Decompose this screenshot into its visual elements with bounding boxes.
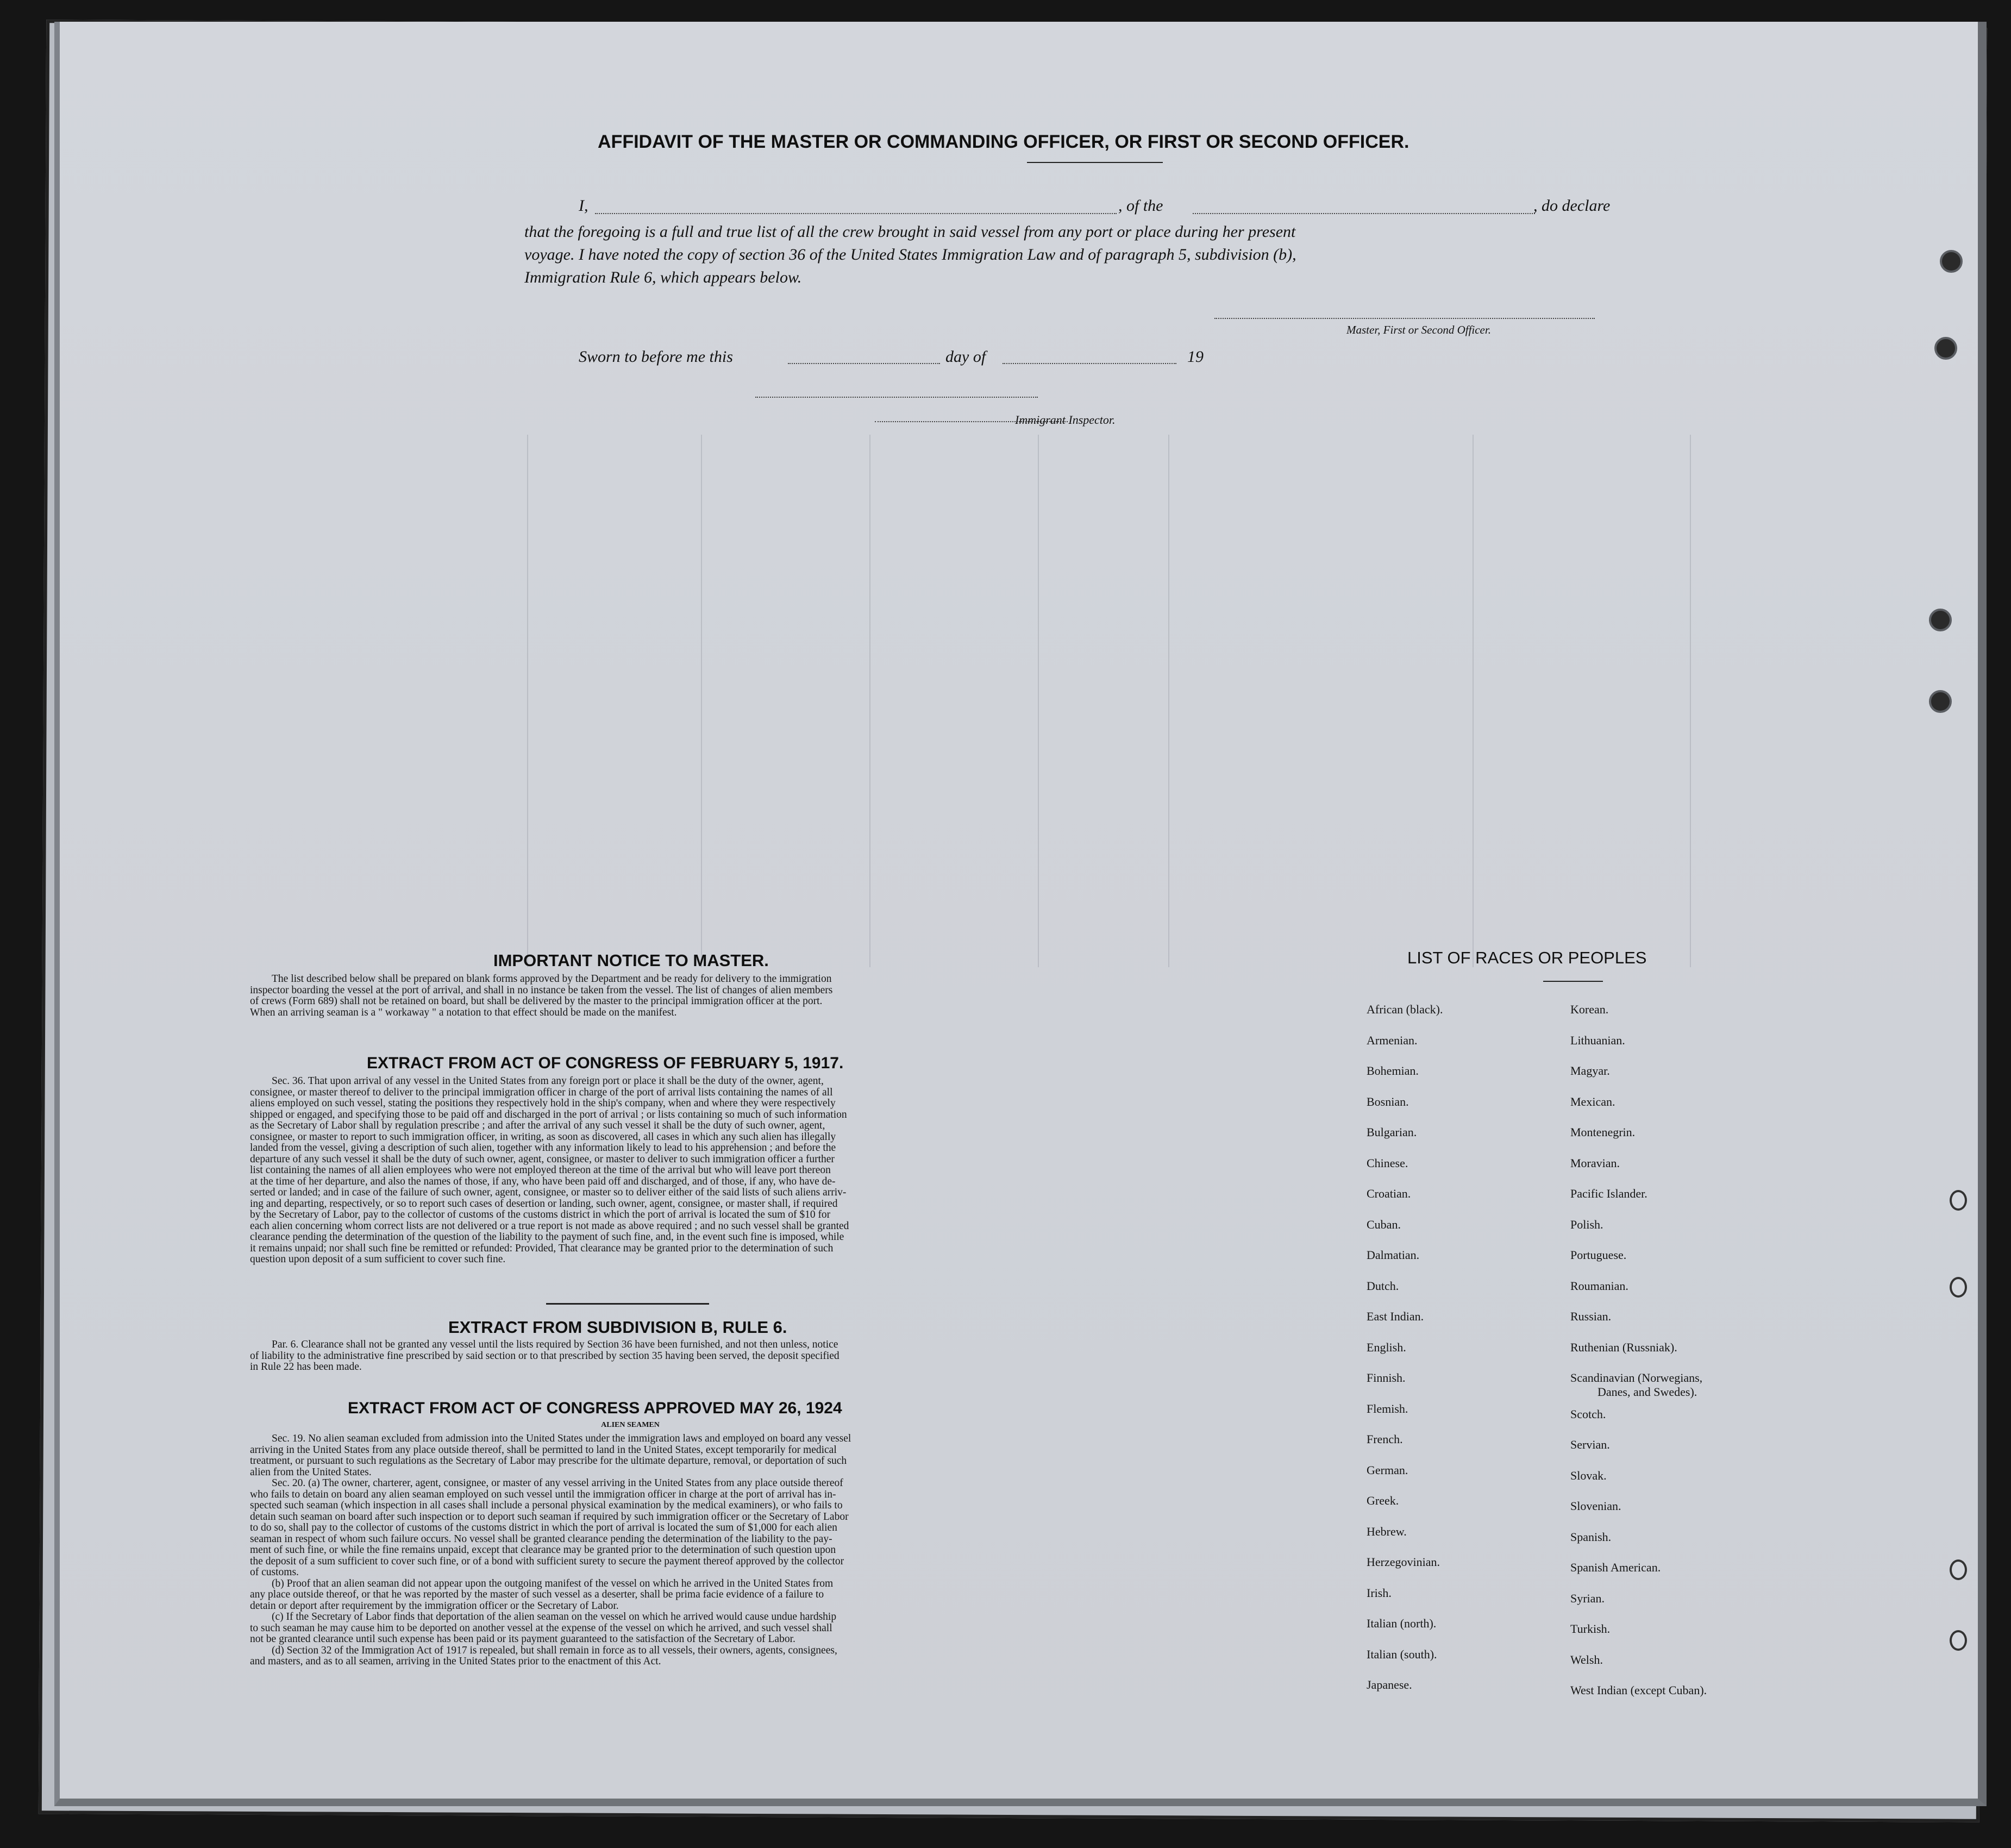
race-item: Flemish. bbox=[1367, 1401, 1408, 1415]
section-divider bbox=[546, 1303, 709, 1305]
inspector-line-top bbox=[755, 397, 1038, 398]
act1917-line: consignee, or master thereof to deliver to the principal immigration officer in charge of the port of arrival lists containing the names of all bbox=[250, 1086, 833, 1098]
race-item: African (black). bbox=[1367, 1003, 1443, 1016]
race-item: Welsh. bbox=[1570, 1652, 1603, 1667]
act1924-line: the deposit of a sum sufficient to cover such fine, or of a bond with sufficient surety to secure the payment thereof approved by the collector bbox=[250, 1555, 844, 1567]
binder-hole bbox=[1940, 250, 1963, 273]
notice-heading: IMPORTANT NOTICE TO MASTER. bbox=[493, 951, 769, 970]
race-item: Portuguese. bbox=[1570, 1248, 1627, 1262]
act1917-heading: EXTRACT FROM ACT OF CONGRESS OF FEBRUARY 5, 1917. bbox=[367, 1054, 844, 1072]
act1924-line: of customs. bbox=[250, 1567, 299, 1578]
race-item: Slovenian. bbox=[1570, 1499, 1621, 1513]
race-item: Scotch. bbox=[1570, 1407, 1606, 1421]
rule6-line: of liability to the administrative fine prescribed by said section or to that prescribed by section 35 having been served, the deposit specified bbox=[250, 1350, 840, 1362]
race-item: English. bbox=[1367, 1340, 1406, 1354]
act1924-line: spected such seaman (which inspection in all cases shall include a personal physical examination by the medical examiners), or who fails to bbox=[250, 1500, 843, 1511]
rule6-line: Par. 6. Clearance shall not be granted any vessel until the lists required by Section 36 have been furnished, and not then unless, notice bbox=[272, 1339, 838, 1350]
rule6-text bbox=[250, 1339, 1068, 1373]
race-item: Danes, and Swedes). bbox=[1597, 1385, 1697, 1399]
title-underline bbox=[1027, 162, 1163, 163]
act1924-line: arriving in the United States from any place outside thereof, shall be permitted to land in the United States, except temporarily for medical bbox=[250, 1444, 837, 1456]
race-item: Roumanian. bbox=[1570, 1279, 1628, 1293]
affidavit-title: AFFIDAVIT OF THE MASTER OR COMMANDING OFFICER, OR FIRST OR SECOND OFFICER. bbox=[598, 131, 1409, 152]
race-item: Bohemian. bbox=[1367, 1064, 1419, 1078]
notice-line: of crews (Form 689) shall not be retained on board, but shall be delivered by the master to the principal immigration officer at the port. bbox=[250, 995, 823, 1007]
act1917-line: by the Secretary of Labor, pay to the collector of customs of the customs district in which the port of arrival is located the sum of $10 for bbox=[250, 1209, 831, 1220]
act1917-line: Sec. 36. That upon arrival of any vessel in the United States from any foreign port or place it shall be the duty of the owner, agent, bbox=[272, 1075, 824, 1087]
master-caption: Master, First or Second Officer. bbox=[1346, 323, 1491, 336]
race-item: Moravian. bbox=[1570, 1156, 1620, 1170]
act1917-line: it remains unpaid; nor shall such fine be remitted or refunded: Provided, That clearance may be granted prior to the determination of such bbox=[250, 1242, 834, 1254]
rule6-heading: EXTRACT FROM SUBDIVISION B, RULE 6. bbox=[448, 1318, 787, 1337]
act1917-line: question upon deposit of a sum sufficient to cover such fine. bbox=[250, 1254, 506, 1265]
binder-hole bbox=[1950, 1277, 1967, 1298]
month-blank bbox=[1003, 363, 1176, 364]
bleed-column-line bbox=[527, 435, 528, 967]
act1924-line: Sec. 19. No alien seaman excluded from admission into the United States under the immigration laws and employed on board any vessel bbox=[272, 1433, 851, 1444]
affidavit-of-the: , of the bbox=[1118, 197, 1163, 215]
race-item: Pacific Islander. bbox=[1570, 1187, 1647, 1200]
notice-line: The list described below shall be prepared on blank forms approved by the Department and be ready for delivery to the immigration bbox=[272, 973, 832, 985]
race-item: Dutch. bbox=[1367, 1279, 1399, 1293]
act1924-line: to such seaman he may cause him to be deported on another vessel at the expense of the vessel on which he arrived, and such vessel shall bbox=[250, 1622, 832, 1634]
race-item: Italian (north). bbox=[1367, 1617, 1437, 1630]
race-item: Russian. bbox=[1570, 1310, 1612, 1323]
act1924-line: alien from the United States. bbox=[250, 1466, 372, 1478]
act1924-line: ment of such fine, or while the fine remains unpaid, except that clearance may be granted prior to the determination of such question upon bbox=[250, 1544, 836, 1556]
race-item: Polish. bbox=[1570, 1217, 1603, 1231]
race-item: French. bbox=[1367, 1432, 1403, 1446]
race-item: Servian. bbox=[1570, 1438, 1610, 1451]
race-item: Bosnian. bbox=[1367, 1094, 1409, 1108]
binder-hole bbox=[1950, 1559, 1967, 1580]
race-item: Irish. bbox=[1367, 1586, 1392, 1600]
affidavit-line2: that the foregoing is a full and true list of all the crew brought in said vessel from any port or place during her present bbox=[524, 223, 1296, 241]
race-item: East Indian. bbox=[1367, 1310, 1424, 1323]
race-item: Syrian. bbox=[1570, 1591, 1605, 1605]
vessel-blank bbox=[1193, 213, 1535, 214]
act1924-line: (d) Section 32 of the Immigration Act of 1917 is repealed, but shall remain in force as to all vessels, their owners, agents, consignees, bbox=[272, 1644, 837, 1656]
sworn-label: Sworn to before me this bbox=[579, 348, 733, 366]
race-item: German. bbox=[1367, 1463, 1408, 1477]
bleed-column-line bbox=[1690, 435, 1691, 967]
race-item: Greek. bbox=[1367, 1494, 1399, 1507]
race-item: Bulgarian. bbox=[1367, 1125, 1417, 1139]
race-item: Slovak. bbox=[1570, 1468, 1607, 1482]
act1924-line: seaman in respect of whom such failure occurs. No vessel shall be granted clearance pending the determination of the liability to the pay- bbox=[250, 1533, 832, 1545]
race-item: Herzegovinian. bbox=[1367, 1555, 1440, 1569]
act1917-line: as the Secretary of Labor shall by regulation prescribe ; and after the arrival of any such vessel it shall be the duty of such owner, agent, bbox=[250, 1120, 825, 1131]
act1924-line: any place outside thereof, or that he was reported by the master of such vessel as a deserter, shall be prima facie evidence of a failure to bbox=[250, 1589, 824, 1600]
act1917-line: serted or landed; and in case of the failure of such owner, agent, consignee, or master so to deliver either of the said lists of such aliens arriv- bbox=[250, 1187, 847, 1198]
race-item: Dalmatian. bbox=[1367, 1248, 1420, 1262]
year-label: 19 bbox=[1187, 348, 1204, 366]
affidavit-i: I, bbox=[579, 197, 588, 215]
bleed-column-line bbox=[1473, 435, 1474, 967]
race-item: Hebrew. bbox=[1367, 1524, 1407, 1538]
binder-hole bbox=[1934, 337, 1957, 360]
race-item: Montenegrin. bbox=[1570, 1125, 1636, 1139]
race-item: Mexican. bbox=[1570, 1094, 1615, 1108]
inspector-caption: Immigrant Inspector. bbox=[1015, 413, 1116, 427]
race-item: Turkish. bbox=[1570, 1622, 1611, 1636]
race-item: Croatian. bbox=[1367, 1187, 1411, 1200]
act1924-heading: EXTRACT FROM ACT OF CONGRESS APPROVED MAY 26, 1924 bbox=[348, 1399, 842, 1417]
day-blank bbox=[788, 363, 940, 364]
act1924-line: who fails to detain on board any alien seaman employed on such vessel until the immigration officer in charge at the port of arrival has in- bbox=[250, 1488, 836, 1500]
act1917-line: list containing the names of all alien employees who were not employed thereon at the time of the arrival but who will leave port thereon bbox=[250, 1164, 831, 1176]
race-item: Chinese. bbox=[1367, 1156, 1408, 1170]
race-item: Lithuanian. bbox=[1570, 1033, 1625, 1047]
act1917-line: at the time of her departure, and also the names of those, if any, who have been paid off and discharged, and of those, if any, who have de- bbox=[250, 1175, 836, 1187]
bleed-column-line bbox=[869, 435, 870, 967]
rule6-line: in Rule 22 has been made. bbox=[250, 1361, 362, 1373]
notice-line: inspector boarding the vessel at the port of arrival, and shall in no instance be taken from the vessel. The list of changes of alien members bbox=[250, 984, 833, 996]
race-item: Spanish American. bbox=[1570, 1561, 1661, 1574]
name-blank bbox=[595, 213, 1117, 214]
bleed-column-line bbox=[1168, 435, 1169, 967]
races-heading: LIST OF RACES OR PEOPLES bbox=[1407, 948, 1647, 967]
binder-hole bbox=[1929, 690, 1952, 713]
form-sheet bbox=[54, 22, 1987, 1806]
master-signature-line bbox=[1214, 318, 1595, 319]
race-item: Armenian. bbox=[1367, 1033, 1418, 1047]
affidavit-do-declare: , do declare bbox=[1533, 197, 1611, 215]
race-item: Magyar. bbox=[1570, 1064, 1610, 1078]
act1924-subheading: ALIEN SEAMEN bbox=[601, 1421, 660, 1429]
binder-hole bbox=[1929, 609, 1952, 631]
act1917-line: ing and departing, respectively, or so to report such cases of desertion or landing, such owner, agent, consignee, or master shall, if required bbox=[250, 1198, 838, 1210]
act1924-line: not be granted clearance until such expense has been paid or its payment guaranteed to the satisfaction of the Secretary of Labor. bbox=[250, 1633, 795, 1645]
affidavit-line3: voyage. I have noted the copy of section 36 of the United States Immigration Law and of paragraph 5, subdivision (b), bbox=[524, 246, 1296, 264]
affidavit-line4: Immigration Rule 6, which appears below. bbox=[524, 268, 802, 286]
act1924-line: detain or deport after requirement by the immigration officer or the Secretary of Labor. bbox=[250, 1600, 619, 1612]
bleed-column-line bbox=[1038, 435, 1039, 967]
notice-line: When an arriving seaman is a " workaway " a notation to that effect should be made on the manifest. bbox=[250, 1006, 677, 1018]
act1917-text bbox=[250, 1076, 1068, 1266]
races-underline bbox=[1543, 981, 1603, 982]
act1924-line: (c) If the Secretary of Labor finds that deportation of the alien seaman on the vessel on which he arrived would cause undue hardship bbox=[272, 1611, 837, 1623]
act1917-line: clearance pending the determination of the question of the liability to the payment of such fine, and, in the event such fine is imposed, while bbox=[250, 1231, 844, 1243]
act1917-line: landed from the vessel, giving a description of such alien, together with any information likely to lead to his apprehension ; and before the bbox=[250, 1142, 836, 1154]
act1924-line: and masters, and as to all seamen, arriving in the United States prior to the enactment of this Act. bbox=[250, 1656, 661, 1667]
race-item: Japanese. bbox=[1367, 1678, 1412, 1692]
race-item: West Indian (except Cuban). bbox=[1570, 1683, 1707, 1697]
act1924-line: treatment, or pursuant to such regulations as the Secretary of Labor may prescribe for the ultimate departure, removal, or deportation of such bbox=[250, 1455, 847, 1467]
act1917-line: aliens employed on such vessel, stating the positions they respectively hold in the ship's company, when and where they were respectively bbox=[250, 1098, 836, 1109]
binder-hole bbox=[1950, 1190, 1967, 1211]
act1924-text bbox=[250, 1433, 1068, 1668]
day-of-label: day of bbox=[945, 348, 986, 366]
race-item: Italian (south). bbox=[1367, 1647, 1437, 1661]
act1924-line: Sec. 20. (a) The owner, charterer, agent, consignee, or master of any vessel arriving in the United States from any place outside thereof bbox=[272, 1477, 843, 1489]
act1924-line: detain such seaman on board after such inspection or to deport such seaman if required by such immigration officer or the Secretary of Labor bbox=[250, 1511, 849, 1523]
race-item: Cuban. bbox=[1367, 1217, 1401, 1231]
race-item: Finnish. bbox=[1367, 1371, 1406, 1385]
act1917-line: shipped or engaged, and specifying those to be paid off and discharged in the port of arrival ; or lists containing so much of such information bbox=[250, 1108, 847, 1120]
act1917-line: each alien concerning whom correct lists are not delivered or a true report is not made as above required ; and no such vessel shall be granted bbox=[250, 1220, 849, 1232]
bleed-column-line bbox=[701, 435, 702, 967]
binder-hole bbox=[1950, 1630, 1967, 1651]
race-item: Ruthenian (Russniak). bbox=[1570, 1340, 1677, 1354]
act1924-line: to do so, shall pay to the collector of customs of the customs district in which the port of arrival is located the sum of $1,000 for each alien bbox=[250, 1522, 837, 1533]
act1917-line: departure of any such vessel it shall be the duty of such owner, agent, consignee, or master to deliver to such immigration officer a further bbox=[250, 1153, 835, 1165]
race-item: Korean. bbox=[1570, 1003, 1609, 1016]
race-item: Spanish. bbox=[1570, 1530, 1612, 1544]
act1917-line: consignee, or master to report to such immigration officer, in writing, as soon as discovered, all cases in which any such alien has illegally bbox=[250, 1131, 836, 1143]
act1924-line: (b) Proof that an alien seaman did not appear upon the outgoing manifest of the vessel on which he arrived in the United States from bbox=[272, 1577, 834, 1589]
notice-text bbox=[250, 974, 1068, 1018]
race-item: Scandinavian (Norwegians, bbox=[1570, 1371, 1703, 1385]
